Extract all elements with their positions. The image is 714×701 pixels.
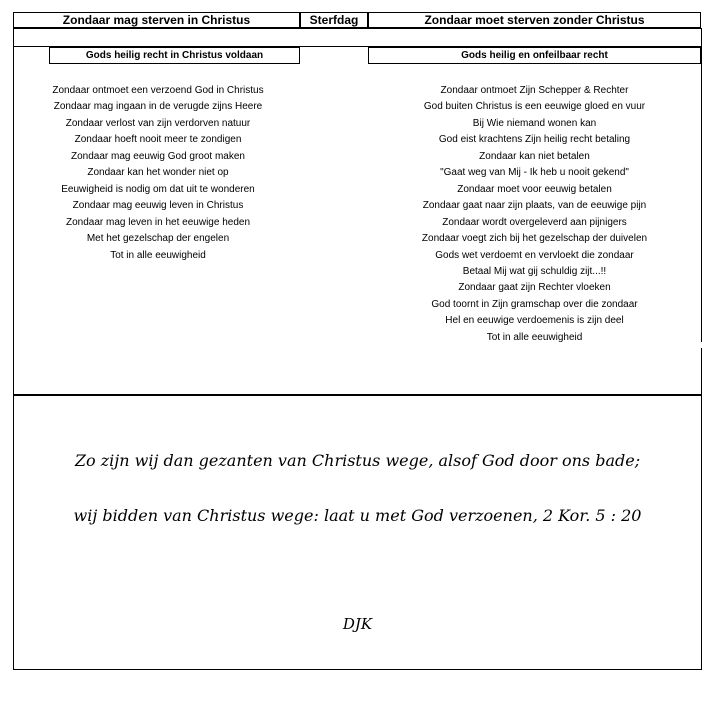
- list-item: Tot in alle eeuwigheid: [110, 249, 206, 261]
- list-item: Zondaar verlost van zijn verdorven natuur: [65, 117, 251, 129]
- list-item: Zondaar wordt overgeleverd aan pijnigers: [442, 216, 627, 228]
- list-item: Zondaar ontmoet Zijn Schepper & Rechter: [440, 85, 629, 96]
- list-item: Zondaar mag ingaan in de verugde zijns Heere: [53, 101, 263, 113]
- subheader-left: Gods heilig recht in Christus voldaan: [49, 47, 300, 64]
- list-item: Zondaar ontmoet een verzoend God in Christus: [52, 85, 264, 96]
- list-item: God toornt in Zijn gramschap over die zondaar: [431, 298, 638, 310]
- list-item: Zondaar voegt zich bij het gezelschap der duivelen: [421, 233, 648, 245]
- header-middle: Sterfdag: [300, 12, 368, 28]
- frame-bottom-border: [13, 669, 702, 670]
- list-item: "Gaat weg van Mij - Ik heb u nooit gekend": [440, 167, 629, 179]
- list-item: Zondaar kan het wonder niet op: [87, 167, 229, 179]
- list-item: Zondaar mag leven in het eeuwige heden: [65, 216, 251, 228]
- list-item: Hel en eeuwige verdoemenis is zijn deel: [445, 315, 624, 327]
- list-item: Met het gezelschap der engelen: [86, 233, 230, 245]
- list-item: God eist krachtens Zijn heilig recht betaling: [438, 134, 631, 146]
- right-column: [368, 83, 701, 346]
- frame-right-border: [701, 28, 702, 342]
- header-row-bottom-line: [13, 28, 702, 29]
- list-item: Zondaar hoeft nooit meer te zondigen: [74, 134, 242, 146]
- list-item: Zondaar moet voor eeuwig betalen: [457, 183, 612, 195]
- list-item: Zondaar gaat naar zijn plaats, van de eeuwige pijn: [422, 200, 647, 212]
- list-item: Zondaar gaat zijn Rechter vloeken: [458, 282, 611, 294]
- list-item: Zondaar mag eeuwig God groot maken: [71, 150, 245, 162]
- list-item: Zondaar kan niet betalen: [479, 150, 590, 162]
- header-left: Zondaar mag sterven in Christus: [13, 12, 300, 28]
- list-item: Bij Wie niemand wonen kan: [472, 117, 597, 129]
- list-item: Eeuwigheid is nodig om dat uit te wonderen: [61, 183, 255, 195]
- bible-quote-line-1: Zo zijn wij dan gezanten van Christus wege, alsof God door ons bade;: [74, 451, 641, 470]
- subheader-right: Gods heilig en onfeilbaar recht: [368, 47, 701, 64]
- section-divider: [13, 394, 702, 396]
- signature: DJK: [342, 615, 373, 633]
- list-item: Gods wet verdoemt en vervloekt die zondaar: [435, 249, 634, 261]
- list-item: Zondaar mag eeuwig leven in Christus: [72, 200, 244, 212]
- left-column: [13, 83, 303, 264]
- list-item: Betaal Mij wat gij schuldig zijt...!!: [462, 265, 607, 277]
- header-right: Zondaar moet sterven zonder Christus: [368, 12, 701, 28]
- list-item: God buiten Christus is een eeuwige gloed en vuur: [423, 101, 646, 113]
- bible-quote-line-2: wij bidden van Christus wege: laat u met God verzoenen, 2 Kor. 5 : 20: [73, 506, 642, 525]
- list-item: Tot in alle eeuwigheid: [486, 331, 583, 343]
